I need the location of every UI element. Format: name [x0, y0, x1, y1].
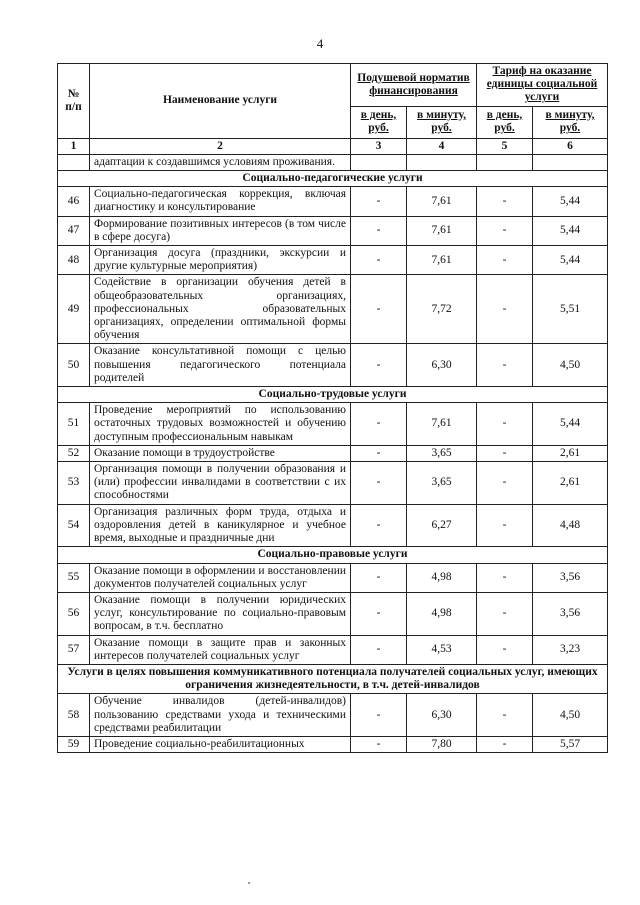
service-name: Социально-педагогическая коррекция, включая диагностику и консультирование — [90, 187, 351, 216]
section-header-row — [58, 171, 608, 187]
header-norm-per-minute: в минуту, руб. — [407, 106, 477, 138]
tariff-per-minute — [533, 154, 608, 170]
tariff-per-day: - — [477, 694, 533, 737]
row-number: 46 — [58, 187, 90, 216]
norm-per-minute: 7,80 — [407, 736, 477, 752]
norm-per-minute: 6,27 — [407, 504, 477, 547]
service-name: адаптации к создавшимся условиям проживания. — [90, 154, 351, 170]
table-row — [58, 246, 608, 275]
service-name: Оказание помощи в трудоустройстве — [90, 445, 351, 461]
header-number: № п/п — [58, 64, 90, 139]
norm-per-minute: 3,65 — [407, 462, 477, 505]
norm-per-day: - — [351, 246, 407, 275]
header-tariff-per-day: в день, руб. — [477, 106, 533, 138]
tariff-per-minute: 3,56 — [533, 563, 608, 592]
norm-per-day: - — [351, 736, 407, 752]
table-row — [58, 462, 608, 505]
norm-per-day: - — [351, 187, 407, 216]
table-row — [58, 635, 608, 664]
section-header-row — [58, 664, 608, 693]
row-number: 53 — [58, 462, 90, 505]
table-row — [58, 504, 608, 547]
table-row — [58, 344, 608, 387]
tariff-per-minute: 5,44 — [533, 187, 608, 216]
norm-per-minute: 7,61 — [407, 403, 477, 446]
norm-per-minute: 7,61 — [407, 246, 477, 275]
table-row — [58, 445, 608, 461]
row-number: 52 — [58, 445, 90, 461]
norm-per-day: - — [351, 462, 407, 505]
service-name: Обучение инвалидов (детей-инвалидов) пользованию средствами ухода и техническими средствами реабилитации — [90, 694, 351, 737]
column-number: 3 — [351, 138, 407, 154]
norm-per-day: - — [351, 445, 407, 461]
tariff-per-day: - — [477, 736, 533, 752]
row-number: 59 — [58, 736, 90, 752]
column-numbers-row — [58, 138, 608, 154]
table-row — [58, 403, 608, 446]
header-financing-norm: Подушевой норматив финансирования — [351, 64, 477, 107]
tariff-per-minute: 4,48 — [533, 504, 608, 547]
section-title: Социально-педагогические услуги — [58, 171, 608, 187]
tariff-per-minute: 2,61 — [533, 445, 608, 461]
column-number: 5 — [477, 138, 533, 154]
norm-per-day: - — [351, 504, 407, 547]
tariff-per-day — [477, 154, 533, 170]
tariff-per-day: - — [477, 275, 533, 344]
norm-per-minute: 6,30 — [407, 694, 477, 737]
tariff-per-minute: 5,44 — [533, 216, 608, 245]
table-row — [58, 694, 608, 737]
tariff-per-minute: 5,44 — [533, 246, 608, 275]
row-number: 57 — [58, 635, 90, 664]
table-body — [58, 154, 608, 752]
row-number: 54 — [58, 504, 90, 547]
table-row — [58, 154, 608, 170]
norm-per-day: - — [351, 344, 407, 387]
tariff-per-day: - — [477, 216, 533, 245]
page-number: 4 — [316, 36, 324, 51]
tariff-per-day: - — [477, 344, 533, 387]
norm-per-minute: 3,65 — [407, 445, 477, 461]
service-name: Формирование позитивных интересов (в том числе в сфере досуга) — [90, 216, 351, 245]
norm-per-minute — [407, 154, 477, 170]
tariff-per-day: - — [477, 187, 533, 216]
norm-per-minute: 4,53 — [407, 635, 477, 664]
tariff-per-day: - — [477, 592, 533, 635]
tariff-per-minute: 2,61 — [533, 462, 608, 505]
table-row — [58, 275, 608, 344]
column-number: 4 — [407, 138, 477, 154]
norm-per-day: - — [351, 694, 407, 737]
norm-per-day — [351, 154, 407, 170]
norm-per-day: - — [351, 216, 407, 245]
service-name: Проведение социально-реабилитационных — [90, 736, 351, 752]
service-name: Содействие в организации обучения детей в общеобразовательных организациях, профессиональных образовательных организациях, определении оптимальной формы обучения — [90, 275, 351, 344]
row-number: 47 — [58, 216, 90, 245]
service-name: Оказание помощи в оформлении и восстановлении документов получателей социальных услуг — [90, 563, 351, 592]
table-row — [58, 187, 608, 216]
tariff-per-minute: 3,23 — [533, 635, 608, 664]
service-name: Проведение мероприятий по использованию остаточных трудовых возможностей и обучению доступным профессиональным навыкам — [90, 403, 351, 446]
service-name: Организация помощи в получении образования и (или) профессии инвалидами в соответствии с их способностями — [90, 462, 351, 505]
norm-per-day: - — [351, 592, 407, 635]
tariff-per-minute: 5,51 — [533, 275, 608, 344]
section-title: Социально-правовые услуги — [58, 547, 608, 563]
tariff-per-day: - — [477, 445, 533, 461]
section-title: Социально-трудовые услуги — [58, 387, 608, 403]
table-row — [58, 736, 608, 752]
row-number: 49 — [58, 275, 90, 344]
service-name: Организация досуга (праздники, экскурсии и другие культурные мероприятия) — [90, 246, 351, 275]
norm-per-minute: 6,30 — [407, 344, 477, 387]
column-number: 2 — [90, 138, 351, 154]
norm-per-minute: 7,61 — [407, 216, 477, 245]
tariff-per-minute: 5,44 — [533, 403, 608, 446]
tariff-per-minute: 4,50 — [533, 694, 608, 737]
row-number: 56 — [58, 592, 90, 635]
row-number: 55 — [58, 563, 90, 592]
norm-per-minute: 4,98 — [407, 563, 477, 592]
row-number: 51 — [58, 403, 90, 446]
norm-per-minute: 7,61 — [407, 187, 477, 216]
row-number — [58, 154, 90, 170]
service-name: Оказание помощи в получении юридических услуг, консультирование по социально-правовым вопросам, в т.ч. бесплатно — [90, 592, 351, 635]
table-row — [58, 216, 608, 245]
service-name: Организация различных форм труда, отдыха и оздоровления детей в каникулярное и учебное время, выходные и праздничные дни — [90, 504, 351, 547]
tariff-per-minute: 3,56 — [533, 592, 608, 635]
column-number: 1 — [58, 138, 90, 154]
norm-per-day: - — [351, 275, 407, 344]
tariff-per-minute: 5,57 — [533, 736, 608, 752]
tariff-per-minute: 4,50 — [533, 344, 608, 387]
table-row — [58, 563, 608, 592]
tariff-per-day: - — [477, 635, 533, 664]
norm-per-minute: 7,72 — [407, 275, 477, 344]
norm-per-minute: 4,98 — [407, 592, 477, 635]
norm-per-day: - — [351, 563, 407, 592]
section-header-row — [58, 547, 608, 563]
tariff-per-day: - — [477, 563, 533, 592]
section-header-row — [58, 387, 608, 403]
header-tariff-per-minute: в минуту, руб. — [533, 106, 608, 138]
header-norm-per-day: в день, руб. — [351, 106, 407, 138]
scan-speck — [248, 882, 250, 884]
tariff-per-day: - — [477, 403, 533, 446]
tariff-per-day: - — [477, 246, 533, 275]
header-tariff: Тариф на оказание единицы социальной услуги — [477, 64, 608, 107]
row-number: 50 — [58, 344, 90, 387]
column-number: 6 — [533, 138, 608, 154]
table-row — [58, 592, 608, 635]
row-number: 48 — [58, 246, 90, 275]
norm-per-day: - — [351, 635, 407, 664]
service-name: Оказание помощи в защите прав и законных интересов получателей социальных услуг — [90, 635, 351, 664]
header-service-name: Наименование услуги — [90, 64, 351, 139]
norm-per-day: - — [351, 403, 407, 446]
tariff-table — [57, 63, 608, 753]
tariff-per-day: - — [477, 462, 533, 505]
section-title: Услуги в целях повышения коммуникативного потенциала получателей социальных услуг, имеющих ограничения жизнедеятельности, в т.ч. детей-инвалидов — [58, 664, 608, 693]
tariff-per-day: - — [477, 504, 533, 547]
service-name: Оказание консультативной помощи с целью повышения педагогического потенциала родителей — [90, 344, 351, 387]
row-number: 58 — [58, 694, 90, 737]
